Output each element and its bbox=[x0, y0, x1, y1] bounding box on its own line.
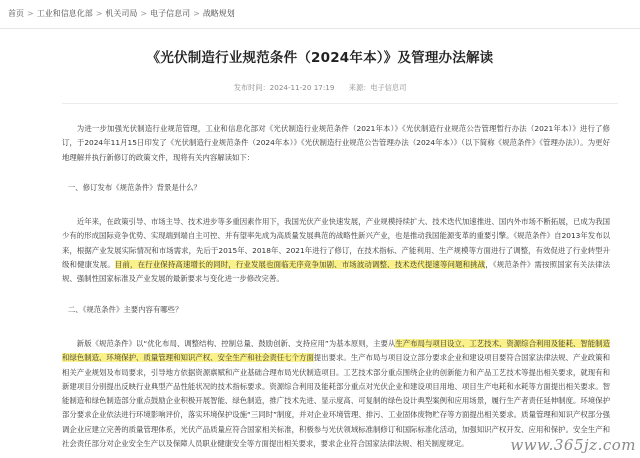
breadcrumb-ministry-link[interactable]: 工业和信息化部 bbox=[36, 9, 93, 18]
source-value: 电子信息司 bbox=[370, 83, 407, 92]
article-body bbox=[62, 122, 610, 458]
breadcrumb-departments-link[interactable]: 机关司局 bbox=[105, 9, 138, 18]
breadcrumb-separator: > bbox=[95, 9, 103, 18]
section-heading-2: 二、《规范条件》主要内容有哪些？ bbox=[67, 304, 183, 314]
breadcrumb-separator: > bbox=[193, 9, 200, 18]
background-text-b: ，《规范条件》需按照国家有关法律法规、强制性国家标准及产业发展的最新要求与变化进一步修改完善。 bbox=[62, 260, 610, 284]
section-heading-1: 一、修订发布《规范条件》背景是什么？ bbox=[67, 182, 201, 192]
breadcrumb bbox=[8, 8, 235, 20]
breadcrumb-strategy-link[interactable]: 战略规划 bbox=[202, 9, 235, 18]
source-label: 来源： bbox=[348, 83, 371, 92]
background-paragraph bbox=[62, 215, 610, 286]
breadcrumb-home-link[interactable]: 首页 bbox=[8, 9, 24, 18]
content-paragraph bbox=[62, 337, 610, 451]
background-highlight: 目前，在行业保持高速增长的同时，行业发展也面临无序竞争加剧、市场波动调整、技术迭代提速等问题和挑战 bbox=[114, 260, 486, 270]
breadcrumb-electronics-link[interactable]: 电子信息司 bbox=[150, 9, 191, 18]
article-title: 《光伏制造行业规范条件（2024年本）》及管理办法解读 bbox=[146, 50, 494, 66]
background-text-a: 近年来，在政策引导、市场主导、技术进步等多重因素作用下，我国光伏产业快速发展，产业规模持续扩大、技术迭代加速推进、国内外市场不断拓展，已成为我国少有的形成国际竞争优势、实现端到端自主可控、并有望率先成为高质量发展典范的战略性新兴产业，也是推动我国能源变革的重要引擎。《规范条件》自2013年发布以来，根据产业发展实际情况和市场需求，先后于2015年、2018年、2021年进行了修订，在技术指标、产能利用、生产规模等方面进行了调整，有效促进了行业转型升级和健康发展。 bbox=[62, 217, 610, 270]
meta-divider bbox=[62, 103, 618, 104]
publish-time: 2024-11-20 17:19 bbox=[269, 83, 335, 92]
breadcrumb-separator: > bbox=[140, 9, 148, 18]
breadcrumb-separator: > bbox=[27, 9, 34, 18]
content-highlight: 生产布局与项目设立、工艺技术、资源综合利用及能耗、智能制造和绿色制造、环境保护、质量管理和知识产权、安全生产和社会责任七个方面 bbox=[62, 338, 610, 363]
watermark: www.365jz.com bbox=[510, 436, 636, 454]
source-info bbox=[349, 83, 407, 92]
content-text-a: 新版《规范条件》以“优化布局、调整结构、控制总量、鼓励创新、支持应用”为基本原则，主要从 bbox=[76, 338, 396, 348]
intro-paragraph: 为进一步加强光伏制造行业规范管理，工业和信息化部对《光伏制造行业规范条件（2021年本）》《光伏制造行业规范公告管理暂行办法（2021年本）》进行了修订，于2024年11月15日印发了《光伏制造行业规范条件（2024年本）》《光伏制造行业规范公告管理办法（2024年本）》（以下简称《规范条件》《管理办法》）。为更好地理解并执行新修订的政策文件，现将有关内容解读如下： bbox=[62, 124, 610, 162]
publish-info bbox=[234, 83, 335, 92]
header-divider bbox=[0, 28, 640, 29]
content-text-b: 提出要求。生产布局与项目设立部分要求企业和建设项目要符合国家法律法规、产业政策和相关产业规划及布局要求，引导地方依据资源禀赋和产业基础合理布局光伏制造项目。工艺技术部分重点围绕企业的创新能力和产品工艺技术等提出相关要求，就现有和新建项目分别提出反映行业典型产品性能状况的技术指标要求。资源综合利用及能耗部分重点对光伏企业和建设项目用地、项目生产电耗和水耗等方面提出相关要求。智能制造和绿色制造部分重点鼓励企业积极开展智能、绿色制造，推广技术先进、显示度高、可复制的绿色设计典型案例和应用场景，履行生产者责任延伸制度。环境保护部分要求企业依法进行环境影响评价，落实环境保护设施“三同时”制度，并对企业环境管理、排污、工业固体废物贮存等方面提出相关要求。质量管理和知识产权部分强调企业应建立完善的质量管理体系，光伏产品质量应符合国家相关标准，积极参与光伏领域标准制修订和国际标准化活动，加强知识产权开发、应用和保护。安全生产和社会责任部分对企业安全生产以及保障人员职业健康安全等方面提出相关要求，要求企业符合国家法律法规、相关制度规定。 bbox=[62, 353, 610, 449]
publish-label: 发布时间： bbox=[233, 83, 270, 92]
article-meta bbox=[0, 83, 640, 93]
